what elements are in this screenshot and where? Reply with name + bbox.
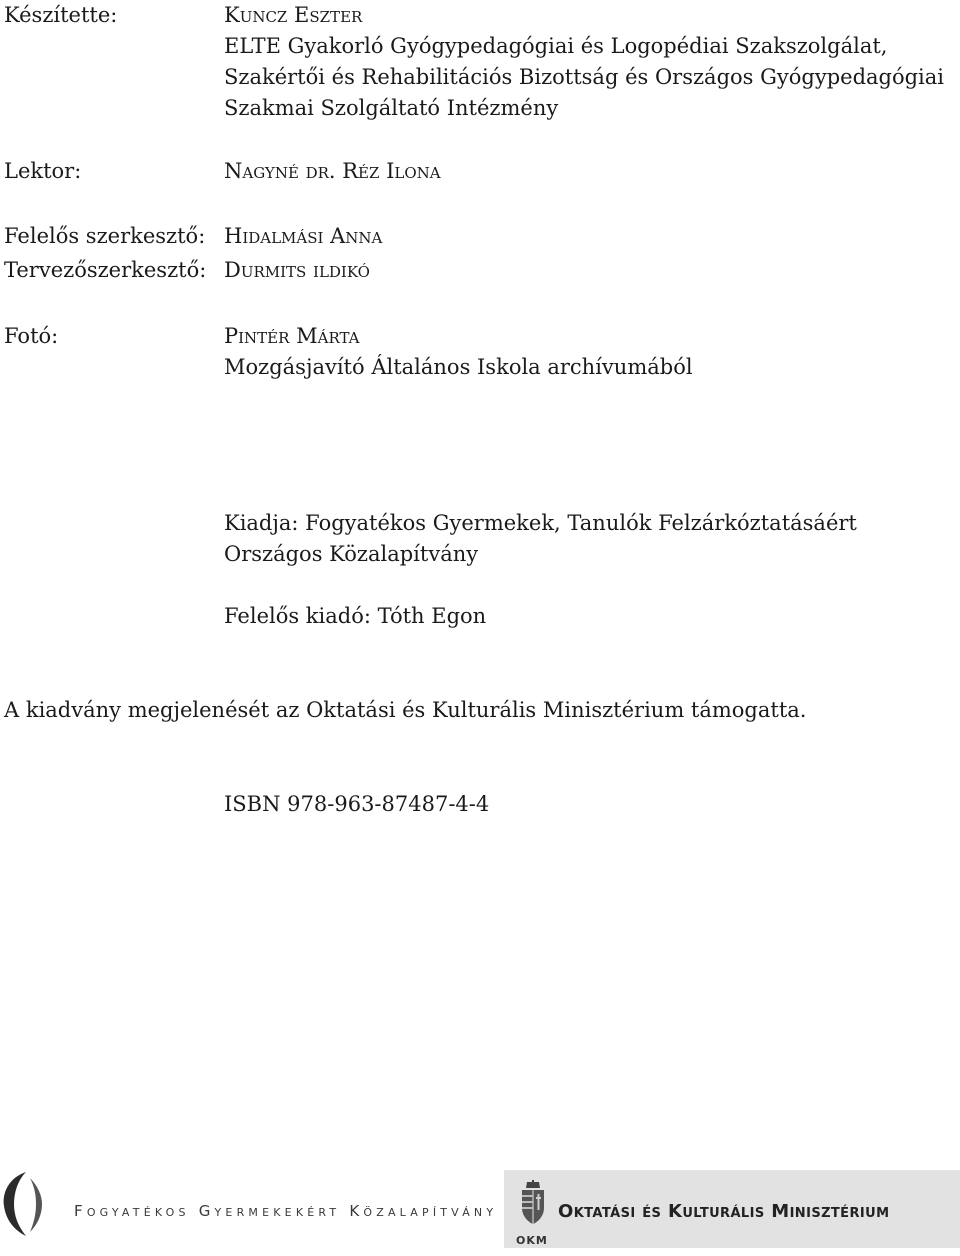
publisher-line-1: Kiadja: Fogyatékos Gyermekek, Tanulók Felzárkóztatásáért bbox=[224, 511, 857, 535]
foundation-logo bbox=[0, 1168, 498, 1248]
label-foto: Fotó: bbox=[4, 324, 59, 348]
label-keszitette: Készítette: bbox=[4, 3, 118, 27]
isbn: ISBN 978-963-87487-4-4 bbox=[224, 792, 490, 816]
okm-abbreviation: OKM bbox=[516, 1234, 548, 1247]
label-tervezoszerkeszto: Tervezőszerkesztő: bbox=[4, 258, 207, 282]
photographer-name: Pintér Márta bbox=[224, 324, 360, 348]
foundation-name: Fogyatékos Gyermekekért Közalapítvány bbox=[74, 1202, 498, 1220]
coat-of-arms-icon bbox=[518, 1180, 548, 1226]
design-editor-name: Durmits ildikó bbox=[224, 258, 370, 282]
foundation-emblem-icon bbox=[0, 1170, 44, 1238]
label-felelos-szerkeszto: Felelős szerkesztő: bbox=[4, 224, 206, 248]
responsible-publisher: Felelős kiadó: Tóth Egon bbox=[224, 604, 487, 628]
author-affiliation-line-1: ELTE Gyakorló Gyógypedagógiai és Logopédiai Szakszolgálat, bbox=[224, 34, 888, 58]
reviewer-name: Nagyné dr. Réz Ilona bbox=[224, 159, 441, 183]
label-lektor: Lektor: bbox=[4, 159, 82, 183]
author-affiliation-line-3: Szakmai Szolgáltató Intézmény bbox=[224, 96, 559, 120]
ministry-logo bbox=[504, 1170, 960, 1248]
support-note: A kiadvány megjelenését az Oktatási és Kulturális Minisztérium támogatta. bbox=[4, 698, 807, 722]
editor-name: Hidalmási Anna bbox=[224, 224, 383, 248]
author-affiliation-line-2: Szakértői és Rehabilitációs Bizottság és Országos Gyógypedagógiai bbox=[224, 65, 945, 89]
photo-source: Mozgásjavító Általános Iskola archívumából bbox=[224, 355, 693, 379]
author-name: Kuncz Eszter bbox=[224, 3, 363, 27]
publisher-line-2: Országos Közalapítvány bbox=[224, 542, 479, 566]
ministry-name: Oktatási és Kulturális Minisztérium bbox=[558, 1201, 890, 1222]
